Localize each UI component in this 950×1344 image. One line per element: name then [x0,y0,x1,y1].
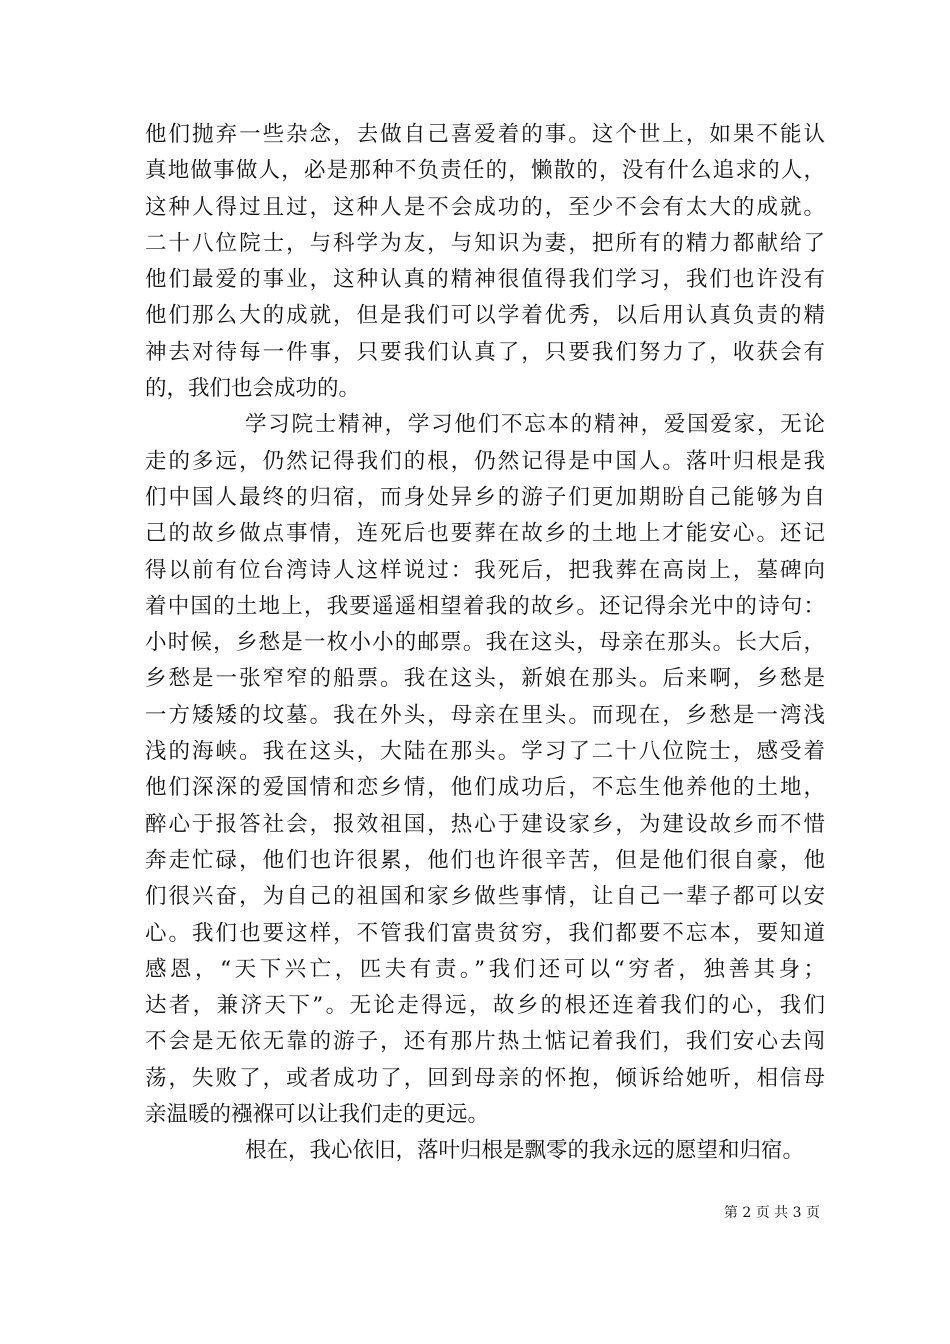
page-footer: 第 2 页 共 3 页 [723,1205,820,1221]
text-line: 小时候，乡愁是一枚小小的邮票。我在这头，母亲在那头。长大后， [145,630,825,656]
text-line: 己的故乡做点事情，连死后也要葬在故乡的土地上才能安心。还记 [145,521,825,547]
text-line: 亲温暖的襁褓可以让我们走的更远。 [145,1102,490,1128]
text-line: 根在，我心依旧，落叶归根是飘零的我永远的愿望和归宿。 [245,1138,805,1164]
text-line: 神去对待每一件事，只要我们认真了，只要我们努力了，收获会有 [145,339,825,365]
text-line: 乡愁是一张窄窄的船票。我在这头，新娘在那头。后来啊，乡愁是 [145,666,825,692]
text-line: 这种人得过且过，这种人是不会成功的，至少不会有太大的成就。 [145,194,825,220]
text-line: 走的多远，仍然记得我们的根，仍然记得是中国人。落叶归根是我 [145,448,825,474]
text-line: 奔走忙碌，他们也许很累，他们也许很辛苦，但是他们很自豪，他 [145,847,825,873]
paragraph [145,117,825,407]
text-line: 二十八位院士，与科学为友，与知识为妻，把所有的精力都献给了 [145,230,825,256]
text-line: 他们最爱的事业，这种认真的精神很值得我们学习，我们也许没有 [145,267,825,293]
paragraph [145,407,825,1133]
text-line: 们很兴奋，为自己的祖国和家乡做些事情，让自己一辈子都可以安 [145,884,825,910]
text-line: 真地做事做人，必是那种不负责任的，懒散的，没有什么追求的人， [145,158,825,184]
text-line: 他们那么大的成就，但是我们可以学着优秀，以后用认真负责的精 [145,303,825,329]
text-line: 着中国的土地上，我要遥遥相望着我的故乡。还记得余光中的诗句： [145,593,825,619]
text-line: 得以前有位台湾诗人这样说过：我死后，把我葬在高岗上，墓碑向 [145,557,825,583]
text-line: 醉心于报答社会，报效祖国，热心于建设家乡，为建设故乡而不惜 [145,811,825,837]
text-line: 感恩，“天下兴亡，匹夫有责。”我们还可以“穷者，独善其身； [145,956,825,982]
text-line: 心。我们也要这样，不管我们富贵贫穷，我们都要不忘本，要知道 [145,920,825,946]
text-line: 荡，失败了，或者成功了，回到母亲的怀抱，倾诉给她听，相信母 [145,1065,825,1091]
text-line: 学习院士精神，学习他们不忘本的精神，爱国爱家，无论 [245,412,825,438]
text-line: 的，我们也会成功的。 [145,376,361,402]
text-line: 一方矮矮的坟墓。我在外头，母亲在里头。而现在，乡愁是一湾浅 [145,702,825,728]
paragraph [145,1133,825,1169]
text-line: 们中国人最终的归宿，而身处异乡的游子们更加期盼自己能够为自 [145,484,825,510]
text-line: 他们抛弃一些杂念，去做自己喜爱着的事。这个世上，如果不能认 [145,122,825,147]
text-line: 浅的海峡。我在这头，大陆在那头。学习了二十八位院士，感受着 [145,739,825,765]
body-text [145,117,825,1170]
text-line: 达者，兼济天下”。无论走得远，故乡的根还连着我们的心，我们 [145,993,825,1019]
text-line: 他们深深的爱国情和恋乡情，他们成功后，不忘生他养他的土地， [145,775,825,801]
text-line: 不会是无依无靠的游子，还有那片热土惦记着我们，我们安心去闯 [145,1029,825,1055]
